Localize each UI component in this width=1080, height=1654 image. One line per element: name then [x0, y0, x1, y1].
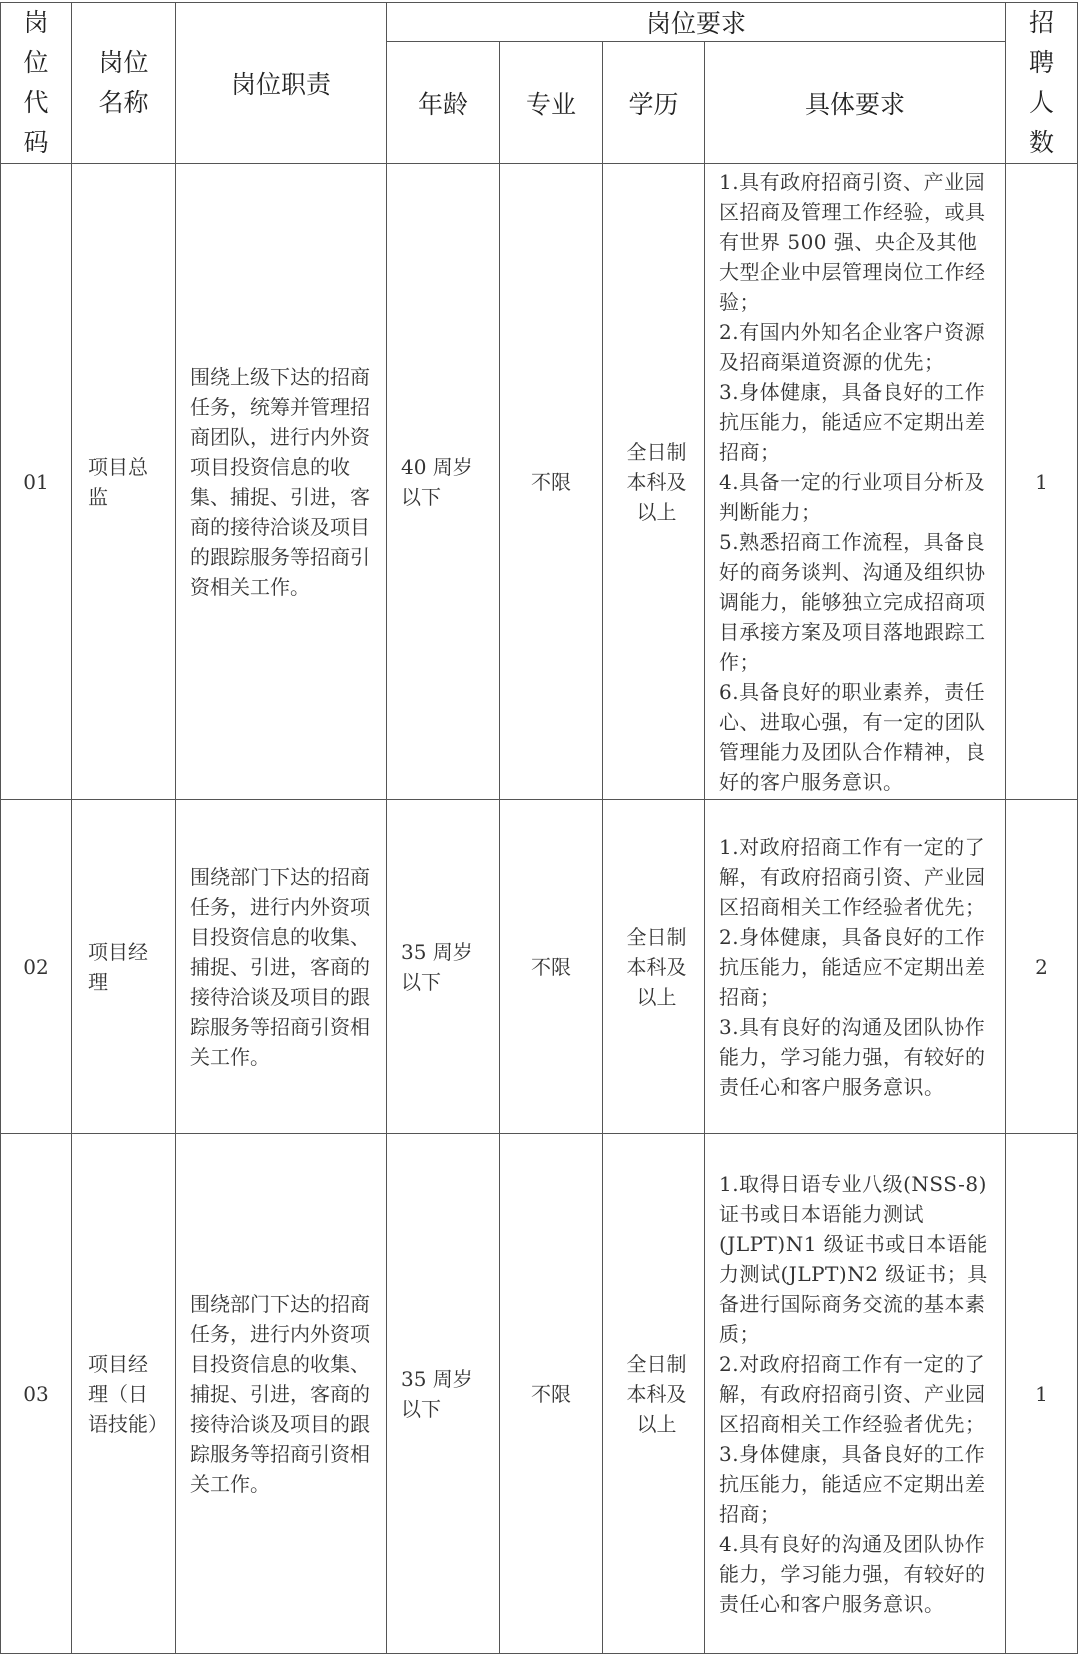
- header-row: [1, 3, 1078, 42]
- requirement-item: 1.具有政府招商引资、产业园区招商及管理工作经验，或具有世界 500 强、央企及其他大型企业中层管理岗位工作经验；: [719, 169, 986, 314]
- header-name: 岗位 名称: [72, 3, 176, 164]
- row-age: 35 周岁以下: [387, 1134, 500, 1654]
- row-name: 项目经理: [72, 800, 176, 1134]
- header-major: 专业: [500, 42, 603, 164]
- row-age: 35 周岁以下: [387, 800, 500, 1134]
- requirement-item: 5.熟悉招商工作流程，具备良好的商务谈判、沟通及组织协调能力，能够独立完成招商项目承接方案及项目落地跟踪工作；: [719, 529, 986, 674]
- row-requirements: [705, 800, 1006, 1134]
- requirement-item: 3.身体健康，具备良好的工作抗压能力，能适应不定期出差招商；: [719, 379, 986, 464]
- header-count: 招 聘 人 数: [1006, 3, 1078, 164]
- header-specific: 具体要求: [705, 42, 1006, 164]
- row-education-text: 全日制本科及以上: [626, 1351, 687, 1436]
- requirement-item: 1.对政府招商工作有一定的了解，有政府招商引资、产业园区招商相关工作经验者优先；: [719, 834, 986, 919]
- table-row: [1, 1134, 1078, 1654]
- row-education: [603, 164, 705, 800]
- header-code: 岗 位 代 码: [1, 3, 72, 164]
- row-duty: 围绕部门下达的招商任务，进行内外资项目投资信息的收集、捕捉、引进，客商的接待洽谈及项目的跟踪服务等招商引资相关工作。: [176, 1134, 387, 1654]
- row-count: 1: [1006, 1134, 1078, 1654]
- row-major: 不限: [500, 164, 603, 800]
- requirement-item: 3.具有良好的沟通及团队协作能力，学习能力强，有较好的责任心和客户服务意识。: [719, 1014, 986, 1099]
- requirement-item: 2.对政府招商工作有一定的了解，有政府招商引资、产业园区招商相关工作经验者优先；: [719, 1351, 986, 1436]
- header-requirements-group: 岗位要求: [387, 3, 1006, 42]
- requirement-item: 1.取得日语专业八级(NSS-8)证书或日本语能力测试(JLPT)N1 级证书或日本语能力测试(JLPT)N2 级证书；具备进行国际商务交流的基本素质；: [719, 1171, 988, 1346]
- requirement-item: 4.具有良好的沟通及团队协作能力，学习能力强，有较好的责任心和客户服务意识。: [719, 1531, 986, 1616]
- row-duty: 围绕上级下达的招商任务，统筹并管理招商团队，进行内外资项目投资信息的收集、捕捉、引进，客商的接待洽谈及项目的跟踪服务等招商引资相关工作。: [176, 164, 387, 800]
- row-education: [603, 800, 705, 1134]
- row-name: 项目经理（日语技能）: [72, 1134, 176, 1654]
- job-requirements-table: [0, 2, 1078, 1654]
- header-education: 学历: [603, 42, 705, 164]
- row-education-text: 全日制本科及以上: [626, 924, 687, 1009]
- row-age: 40 周岁以下: [387, 164, 500, 800]
- row-count: 1: [1006, 164, 1078, 800]
- header-age: 年龄: [387, 42, 500, 164]
- row-name: 项目总监: [72, 164, 176, 800]
- row-requirements: [705, 164, 1006, 800]
- row-education-text: 全日制本科及以上: [626, 439, 687, 524]
- row-count: 2: [1006, 800, 1078, 1134]
- requirement-item: 2.有国内外知名企业客户资源及招商渠道资源的优先；: [719, 319, 986, 374]
- row-requirements: [705, 1134, 1006, 1654]
- row-code: 03: [1, 1134, 72, 1654]
- row-major: 不限: [500, 800, 603, 1134]
- row-code: 01: [1, 164, 72, 800]
- requirement-item: 2.身体健康，具备良好的工作抗压能力，能适应不定期出差招商；: [719, 924, 986, 1009]
- table-row: [1, 164, 1078, 800]
- requirement-item: 3.身体健康，具备良好的工作抗压能力，能适应不定期出差招商；: [719, 1441, 986, 1526]
- header-duty: 岗位职责: [176, 3, 387, 164]
- row-major: 不限: [500, 1134, 603, 1654]
- row-duty: 围绕部门下达的招商任务，进行内外资项目投资信息的收集、捕捉、引进，客商的接待洽谈及项目的跟踪服务等招商引资相关工作。: [176, 800, 387, 1134]
- row-code: 02: [1, 800, 72, 1134]
- requirement-item: 6.具备良好的职业素养，责任心、进取心强，有一定的团队管理能力及团队合作精神，良好的客户服务意识。: [719, 679, 986, 794]
- table-row: [1, 800, 1078, 1134]
- requirement-item: 4.具备一定的行业项目分析及判断能力；: [719, 469, 986, 524]
- row-education: [603, 1134, 705, 1654]
